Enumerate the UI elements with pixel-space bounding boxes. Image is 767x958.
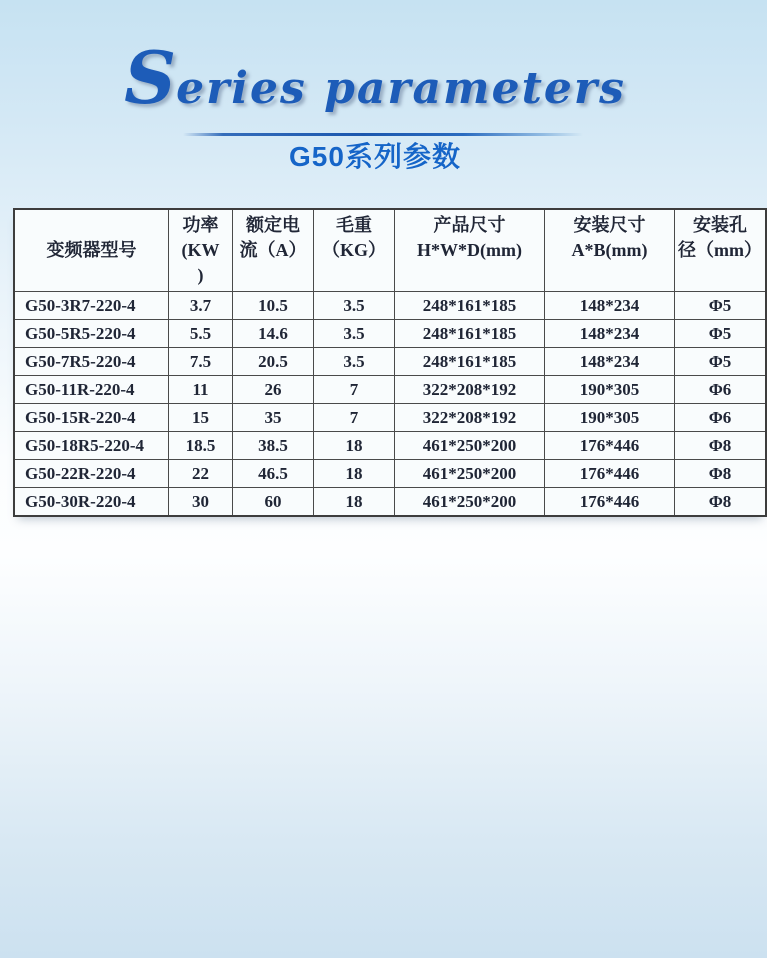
value-cell: 60 [233, 488, 314, 517]
value-cell: 176*446 [545, 460, 675, 488]
model-cell: G50-5R5-220-4 [14, 320, 169, 348]
value-cell: 248*161*185 [395, 348, 545, 376]
value-cell: 3.5 [314, 348, 395, 376]
table-row [14, 292, 766, 320]
value-cell: 10.5 [233, 292, 314, 320]
value-cell: 35 [233, 404, 314, 432]
model-cell: G50-3R7-220-4 [14, 292, 169, 320]
column-header: 毛重 （KG） [314, 209, 395, 292]
value-cell: Φ8 [675, 432, 767, 460]
value-cell: Φ6 [675, 404, 767, 432]
spec-table-container [13, 208, 762, 517]
table-row [14, 404, 766, 432]
model-cell: G50-18R5-220-4 [14, 432, 169, 460]
value-cell: 322*208*192 [395, 376, 545, 404]
value-cell: 461*250*200 [395, 460, 545, 488]
header-row [14, 209, 766, 292]
value-cell: 22 [169, 460, 233, 488]
value-cell: 248*161*185 [395, 292, 545, 320]
value-cell: Φ8 [675, 488, 767, 517]
value-cell: Φ6 [675, 376, 767, 404]
column-header: 安装孔 径（mm） [675, 209, 767, 292]
value-cell: 461*250*200 [395, 488, 545, 517]
value-cell: 15 [169, 404, 233, 432]
table-row [14, 488, 766, 517]
value-cell: 461*250*200 [395, 432, 545, 460]
value-cell: 20.5 [233, 348, 314, 376]
table-row [14, 432, 766, 460]
value-cell: 3.7 [169, 292, 233, 320]
value-cell: 190*305 [545, 376, 675, 404]
value-cell: 148*234 [545, 348, 675, 376]
model-cell: G50-7R5-220-4 [14, 348, 169, 376]
value-cell: 322*208*192 [395, 404, 545, 432]
value-cell: 7.5 [169, 348, 233, 376]
table-row [14, 460, 766, 488]
value-cell: 190*305 [545, 404, 675, 432]
page-title: G50系列参数 [289, 141, 461, 172]
value-cell: 248*161*185 [395, 320, 545, 348]
value-cell: 18.5 [169, 432, 233, 460]
table-row [14, 320, 766, 348]
value-cell: Φ5 [675, 348, 767, 376]
value-cell: 18 [314, 460, 395, 488]
model-cell: G50-30R-220-4 [14, 488, 169, 517]
value-cell: 46.5 [233, 460, 314, 488]
value-cell: 3.5 [314, 320, 395, 348]
table-row [14, 376, 766, 404]
divider-line [183, 133, 583, 136]
column-header: 变频器型号 [14, 209, 169, 292]
model-cell: G50-11R-220-4 [14, 376, 169, 404]
spec-table [13, 208, 767, 517]
column-header: 额定电 流（A） [233, 209, 314, 292]
model-cell: G50-15R-220-4 [14, 404, 169, 432]
value-cell: 30 [169, 488, 233, 517]
value-cell: Φ5 [675, 292, 767, 320]
value-cell: Φ5 [675, 320, 767, 348]
value-cell: 176*446 [545, 432, 675, 460]
value-cell: 18 [314, 488, 395, 517]
value-cell: 176*446 [545, 488, 675, 517]
value-cell: 38.5 [233, 432, 314, 460]
model-cell: G50-22R-220-4 [14, 460, 169, 488]
spec-table-head [14, 209, 766, 292]
value-cell: 7 [314, 404, 395, 432]
value-cell: 148*234 [545, 292, 675, 320]
spec-table-body [14, 292, 766, 517]
column-header: 功率 (KW ) [169, 209, 233, 292]
value-cell: 18 [314, 432, 395, 460]
value-cell: 3.5 [314, 292, 395, 320]
value-cell: Φ8 [675, 460, 767, 488]
header-section [0, 0, 750, 172]
column-header: 产品尺寸 H*W*D(mm) [395, 209, 545, 292]
value-cell: 14.6 [233, 320, 314, 348]
script-title: Series parameters [124, 35, 626, 120]
table-row [14, 348, 766, 376]
value-cell: 148*234 [545, 320, 675, 348]
value-cell: 11 [169, 376, 233, 404]
column-header: 安装尺寸 A*B(mm) [545, 209, 675, 292]
value-cell: 7 [314, 376, 395, 404]
value-cell: 5.5 [169, 320, 233, 348]
value-cell: 26 [233, 376, 314, 404]
